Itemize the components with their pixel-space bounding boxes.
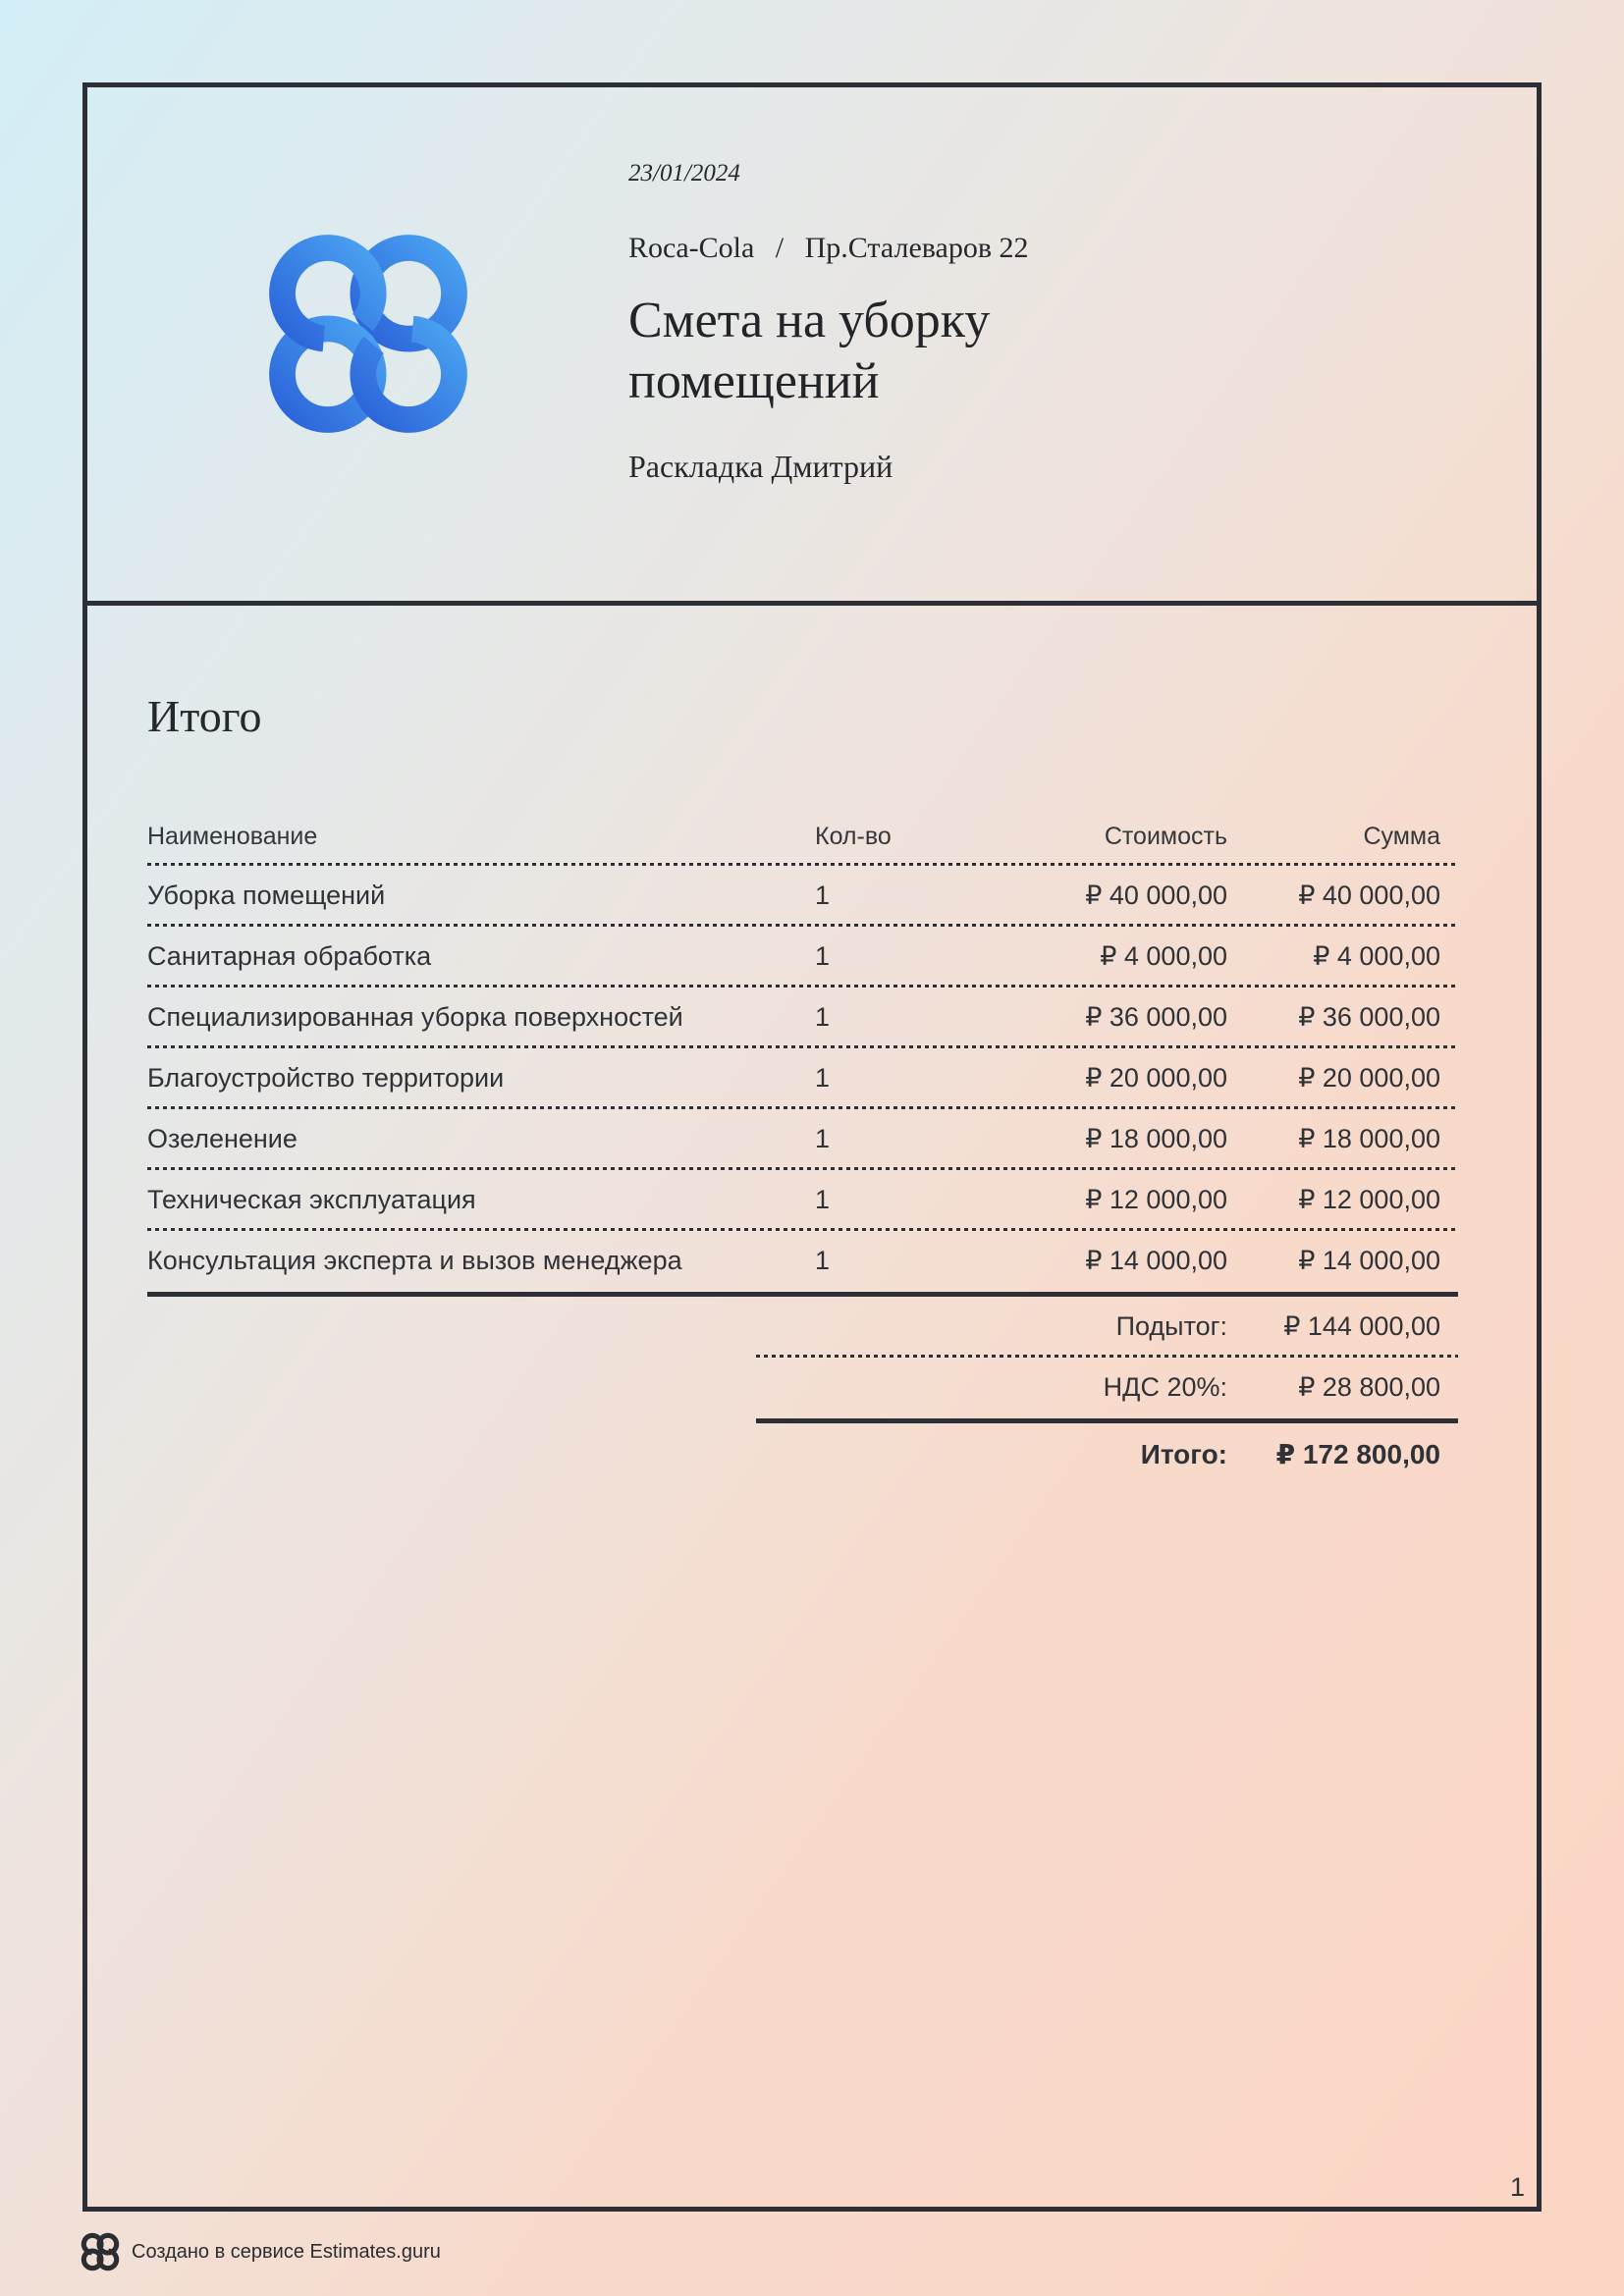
item-name: Уборка помещений [147,881,386,910]
item-price: ₽ 36 000,00 [1085,1002,1227,1032]
item-qty: 1 [815,1246,831,1275]
column-header-name: Наименование [147,823,318,850]
item-price: ₽ 20 000,00 [1085,1063,1227,1093]
item-price: ₽ 14 000,00 [1085,1246,1227,1275]
estimate-title: Смета на уборку помещений [628,293,991,410]
subtotal-label: Подытог: [1115,1311,1227,1341]
item-price: ₽ 4 000,00 [1100,941,1227,971]
subtotal-row [756,1297,1458,1358]
footer-credit [81,2232,441,2271]
grand-total-row [756,1423,1458,1486]
table-row [147,988,1458,1048]
document-frame [82,82,1542,2212]
table-row [147,927,1458,988]
item-qty: 1 [815,1124,831,1153]
item-qty: 1 [815,881,831,910]
grand-total-value: ₽ 172 800,00 [1275,1439,1440,1469]
header-text-block [628,160,1257,485]
contact-person: Раскладка Дмитрий [628,448,893,484]
item-sum: ₽ 36 000,00 [1298,1002,1440,1032]
document-header [87,87,1537,606]
section-heading: Итого [147,691,262,741]
document-body [87,690,1537,1486]
vat-label: НДС 20%: [1103,1372,1227,1402]
items-table [147,811,1458,1297]
table-row [147,1170,1458,1231]
column-header-price: Стоимость [1104,823,1227,850]
item-qty: 1 [815,1063,831,1093]
separator: / [775,232,785,264]
item-sum: ₽ 20 000,00 [1298,1063,1440,1093]
table-row [147,1109,1458,1170]
item-price: ₽ 12 000,00 [1085,1185,1227,1214]
page-number: 1 [1509,2172,1525,2202]
item-name: Санитарная обработка [147,941,432,971]
item-sum: ₽ 12 000,00 [1298,1185,1440,1214]
item-sum: ₽ 4 000,00 [1313,941,1440,971]
item-sum: ₽ 40 000,00 [1298,881,1440,910]
item-sum: ₽ 14 000,00 [1298,1246,1440,1275]
vat-value: ₽ 28 800,00 [1298,1372,1440,1402]
item-name: Консультация эксперта и вызов менеджера [147,1246,682,1275]
item-qty: 1 [815,941,831,971]
item-price: ₽ 18 000,00 [1085,1124,1227,1153]
item-name: Техническая эксплуатация [147,1185,476,1214]
vat-row [756,1358,1458,1423]
table-row [147,1231,1458,1292]
footer-credit-text: Создано в сервисе Estimates.guru [132,2240,441,2263]
item-name: Специализированная уборка поверхностей [147,1002,683,1032]
item-qty: 1 [815,1185,831,1214]
client-address: Пр.Сталеваров 22 [804,232,1029,264]
item-price: ₽ 40 000,00 [1085,881,1227,910]
column-header-sum: Сумма [1363,823,1440,850]
totals-section [756,1297,1458,1486]
client-name: Roca-Cola [628,232,755,264]
grand-total-label: Итого: [1140,1438,1227,1469]
table-row [147,866,1458,927]
item-sum: ₽ 18 000,00 [1298,1124,1440,1153]
table-header-row [147,811,1458,866]
footer-logo-icon [81,2232,120,2271]
date-text: 23/01/2024 [628,160,740,187]
subtotal-value: ₽ 144 000,00 [1283,1311,1440,1341]
client-line [628,232,1257,265]
item-name: Озеленение [147,1124,298,1153]
item-qty: 1 [815,1002,831,1032]
column-header-qty: Кол-во [815,823,892,850]
table-row [147,1048,1458,1109]
brand-logo-icon [265,231,471,437]
item-name: Благоустройство территории [147,1063,505,1093]
